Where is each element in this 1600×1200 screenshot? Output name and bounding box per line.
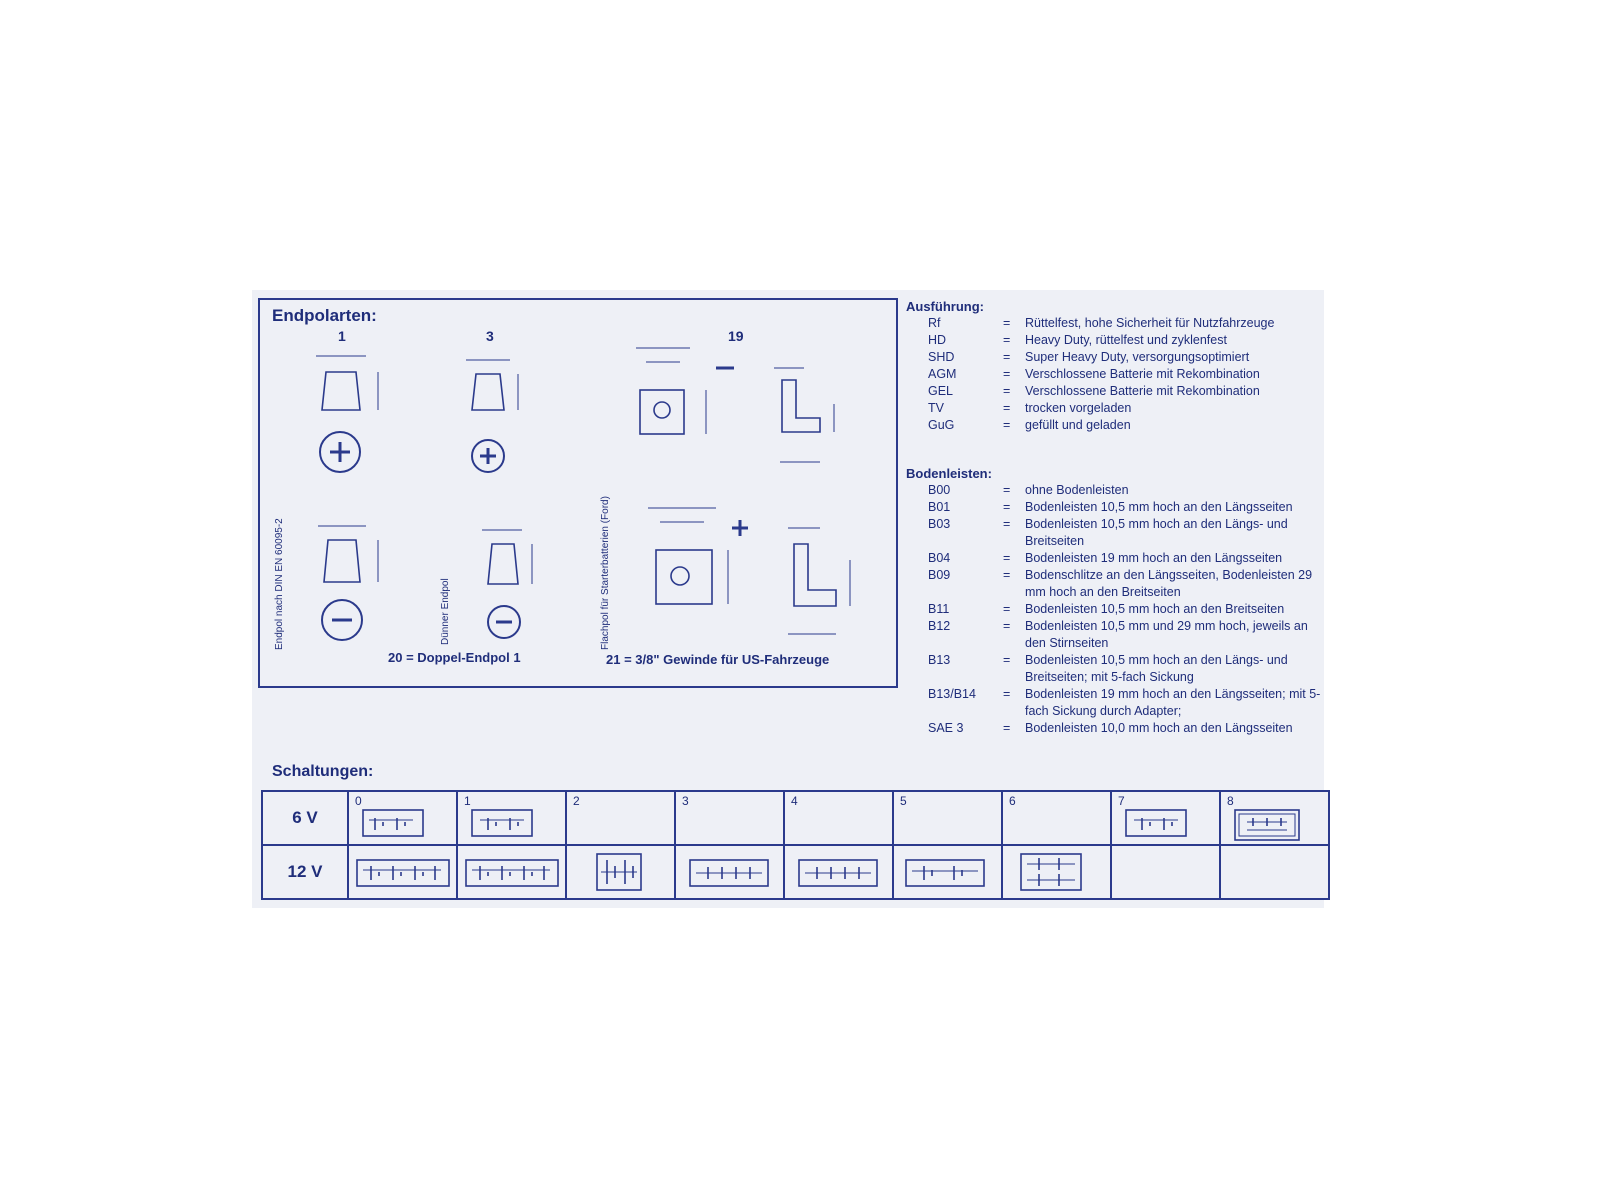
legend-row: HD = Heavy Duty, rüttelfest und zyklenfest xyxy=(928,333,1227,347)
terminal-3-plus-drawing xyxy=(466,360,518,472)
endpolarten-title: Endpolarten: xyxy=(272,306,377,325)
legend-row: B13 = Bodenleisten 10,5 mm hoch an den Längs- und Breitseiten; mit 5-fach Sickung xyxy=(928,653,1288,684)
legend-row: B13/B14 = Bodenleisten 19 mm hoch an den Längsseiten; mit 5-fach Sickung durch Adapter; xyxy=(928,687,1321,718)
circuit-cell-12v-4 xyxy=(784,845,893,899)
legend-row: B09 = Bodenschlitze an den Längsseiten, Bodenleisten 29 mm hoch an den Breitseiten xyxy=(928,568,1313,599)
legend-row: B12 = Bodenleisten 10,5 mm und 29 mm hoch, jeweils an den Stirnseiten xyxy=(928,619,1308,650)
schaltungen-title: Schaltungen: xyxy=(272,763,374,780)
circuit-cell-6: 6 xyxy=(1002,791,1111,845)
row-label-6v: 6 V xyxy=(262,791,348,845)
table-row xyxy=(262,791,1329,845)
legend-row: B00 = ohne Bodenleisten xyxy=(928,483,1129,497)
circuit-cell-0: 0 xyxy=(348,791,457,845)
terminal-19-plus-drawing xyxy=(648,508,850,634)
endpolarten-panel xyxy=(258,298,898,688)
legend-row: B11 = Bodenleisten 10,5 mm hoch an den Breitseiten xyxy=(928,602,1285,616)
side-label-thin: Dünner Endpol xyxy=(440,578,451,645)
circuit-cell-1: 1 xyxy=(457,791,566,845)
legend-row: GEL = Verschlossene Batterie mit Rekombination xyxy=(928,384,1260,398)
circuit-cell-4: 4 xyxy=(784,791,893,845)
ausfuehrung-title: Ausführung: xyxy=(906,299,984,314)
circuit-cell-5: 5 xyxy=(893,791,1002,845)
legend-row: SHD = Super Heavy Duty, versorgungsoptimiert xyxy=(928,350,1250,364)
terminal-drawings xyxy=(260,300,896,686)
circuit-cell-12v-5 xyxy=(893,845,1002,899)
legend-row: B01 = Bodenleisten 10,5 mm hoch an den Längsseiten xyxy=(928,500,1293,514)
legend-row: B03 = Bodenleisten 10,5 mm hoch an den Längs- und Breitseiten xyxy=(928,517,1288,548)
terminal-19-minus-drawing xyxy=(636,348,834,462)
table-row xyxy=(262,845,1329,899)
circuit-cell-8: 8 xyxy=(1220,791,1329,845)
circuit-cell-12v-1 xyxy=(457,845,566,899)
circuit-cell-2: 2 xyxy=(566,791,675,845)
schaltungen-table xyxy=(261,790,1330,900)
circuit-cell-3: 3 xyxy=(675,791,784,845)
terminal-1-minus-drawing xyxy=(318,526,378,640)
legend-row: SAE 3 = Bodenleisten 10,0 mm hoch an den Längsseiten xyxy=(928,721,1293,735)
caption-21: 21 = 3/8" Gewinde für US-Fahrzeuge xyxy=(606,652,830,667)
row-label-12v: 12 V xyxy=(262,845,348,899)
legend-row: GuG = gefüllt und geladen xyxy=(928,418,1131,432)
terminal-label-3: 3 xyxy=(486,328,494,344)
circuit-cell-12v-2 xyxy=(566,845,675,899)
circuit-cell-12v-8 xyxy=(1220,845,1329,899)
legend-row: TV = trocken vorgeladen xyxy=(928,401,1132,415)
bodenleisten-title: Bodenleisten: xyxy=(906,466,992,481)
legend-row: AGM = Verschlossene Batterie mit Rekombination xyxy=(928,367,1260,381)
side-label-flat: Flachpol für Starterbatterien (Ford) xyxy=(600,496,611,650)
side-label-din: Endpol nach DIN EN 60095-2 xyxy=(274,518,285,650)
legend-row: Rf = Rüttelfest, hohe Sicherheit für Nutzfahrzeuge xyxy=(928,316,1275,330)
ausfuehrung-legend xyxy=(906,298,1328,434)
legend-row: B04 = Bodenleisten 19 mm hoch an den Längsseiten xyxy=(928,551,1283,565)
terminal-label-1: 1 xyxy=(338,328,346,344)
circuit-cell-12v-7 xyxy=(1111,845,1220,899)
circuit-cell-12v-6 xyxy=(1002,845,1111,899)
bodenleisten-legend xyxy=(906,465,1328,737)
terminal-label-19: 19 xyxy=(728,328,744,344)
circuit-cell-12v-0 xyxy=(348,845,457,899)
terminal-1-plus-drawing xyxy=(316,356,378,472)
caption-20: 20 = Doppel-Endpol 1 xyxy=(388,650,521,665)
circuit-cell-12v-3 xyxy=(675,845,784,899)
circuit-cell-7: 7 xyxy=(1111,791,1220,845)
terminal-3-minus-drawing xyxy=(482,530,532,638)
